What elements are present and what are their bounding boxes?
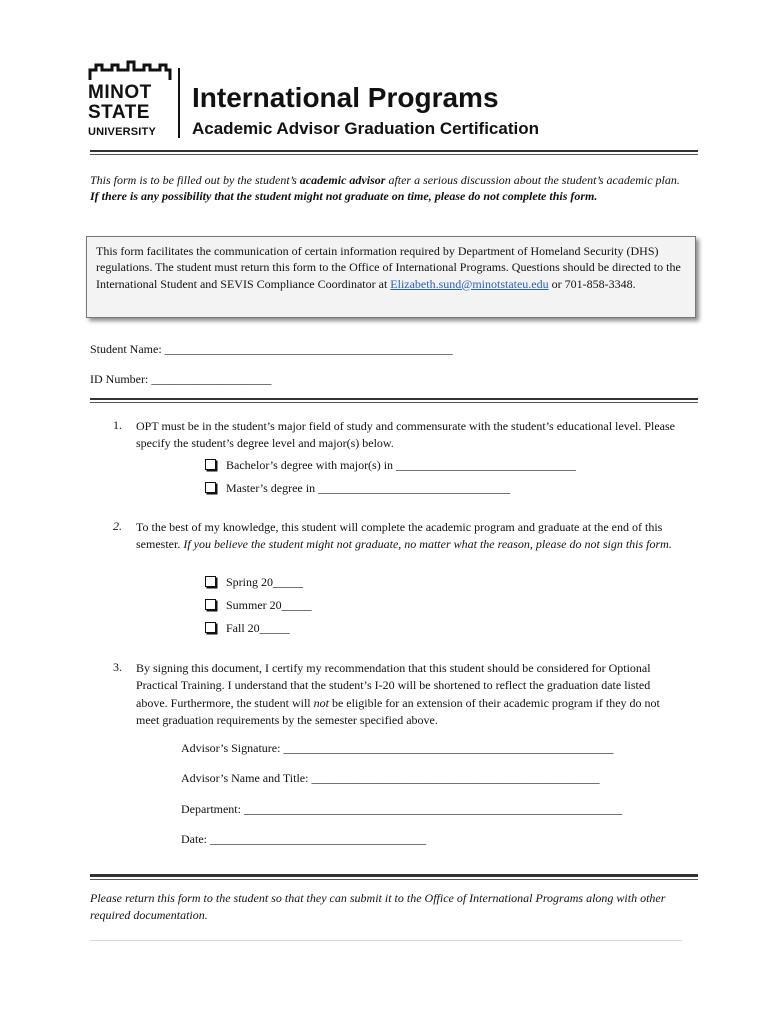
student-name-field[interactable]: Student Name: ________________________________________________ bbox=[90, 342, 453, 356]
item-2-number: 2. bbox=[113, 519, 122, 533]
notice-box bbox=[86, 236, 696, 318]
item-3-number: 3. bbox=[113, 660, 122, 674]
page-bottom-line bbox=[90, 940, 682, 941]
checkbox-icon[interactable] bbox=[205, 576, 216, 587]
logo-divider bbox=[178, 68, 180, 138]
advisor-signature-field[interactable]: Advisor’s Signature: _______________________________________________________ bbox=[181, 741, 614, 755]
footer-note: Please return this form to the student so that they can submit it to the Office of International Programs along with other required documentation. bbox=[90, 891, 666, 922]
email-link[interactable]: Elizabeth.sund@minotstateu.edu bbox=[390, 276, 549, 291]
msu-logo: MINOT STATE UNIVERSITY bbox=[88, 60, 172, 140]
checkbox-icon[interactable] bbox=[205, 459, 216, 470]
intro-paragraph: This form is to be filled out by the student’s academic advisor after a serious discussion about the student’s academic plan. If there is any possibility that the student might not graduate on time, please do not complete this form. bbox=[90, 173, 680, 203]
checkbox-icon[interactable] bbox=[205, 599, 216, 610]
date-field[interactable]: Date: ____________________________________ bbox=[181, 832, 426, 846]
id-number-field[interactable]: ID Number: ____________________ bbox=[90, 372, 272, 386]
castle-icon bbox=[88, 60, 172, 82]
master-option[interactable]: Master’s degree in ________________________________ bbox=[205, 481, 510, 496]
notice-text: This form facilitates the communication of certain information required by Department of Homeland Security (DHS) regulations. The student must return this form to the Office of International Programs. Questions should be directed to the International Student and SEVIS Compliance Coordinator at Elizabeth.sund@minotstateu.edu or 701-858-3348. bbox=[96, 244, 681, 291]
bachelor-option[interactable]: Bachelor’s degree with major(s) in ______________________________ bbox=[205, 458, 576, 473]
page-title: International Programs bbox=[192, 82, 499, 113]
spring-option[interactable]: Spring 20_____ bbox=[205, 575, 303, 590]
section-divider bbox=[90, 398, 698, 403]
item-1-number: 1. bbox=[113, 418, 122, 432]
item-3-text: By signing this document, I certify my recommendation that this student should be considered for Optional Practical Training. I understand that the student’s I-20 will be shortened to reflect the graduation date listed above. Furthermore, the student will not be eligible for an extension of their academic program if they do not meet graduation requirements by the semester specified above. bbox=[136, 661, 660, 727]
item-1-text: OPT must be in the student’s major field of study and commensurate with the student’s educational level. Please specify the student’s degree level and major(s) below. bbox=[136, 419, 676, 450]
checkbox-icon[interactable] bbox=[205, 482, 216, 493]
page-subtitle: Academic Advisor Graduation Certification bbox=[192, 119, 539, 138]
department-field[interactable]: Department: _______________________________________________________________ bbox=[181, 802, 622, 816]
footer-divider bbox=[90, 874, 698, 880]
header-divider bbox=[90, 150, 698, 155]
advisor-name-field[interactable]: Advisor’s Name and Title: ________________________________________________ bbox=[181, 771, 600, 785]
checkbox-icon[interactable] bbox=[205, 622, 216, 633]
fall-option[interactable]: Fall 20_____ bbox=[205, 621, 290, 636]
item-2-text: To the best of my knowledge, this student will complete the academic program and graduate at the end of this semester. If you believe the student might not graduate, no matter what the reason, please do not sign this form. bbox=[136, 520, 672, 551]
summer-option[interactable]: Summer 20_____ bbox=[205, 598, 312, 613]
